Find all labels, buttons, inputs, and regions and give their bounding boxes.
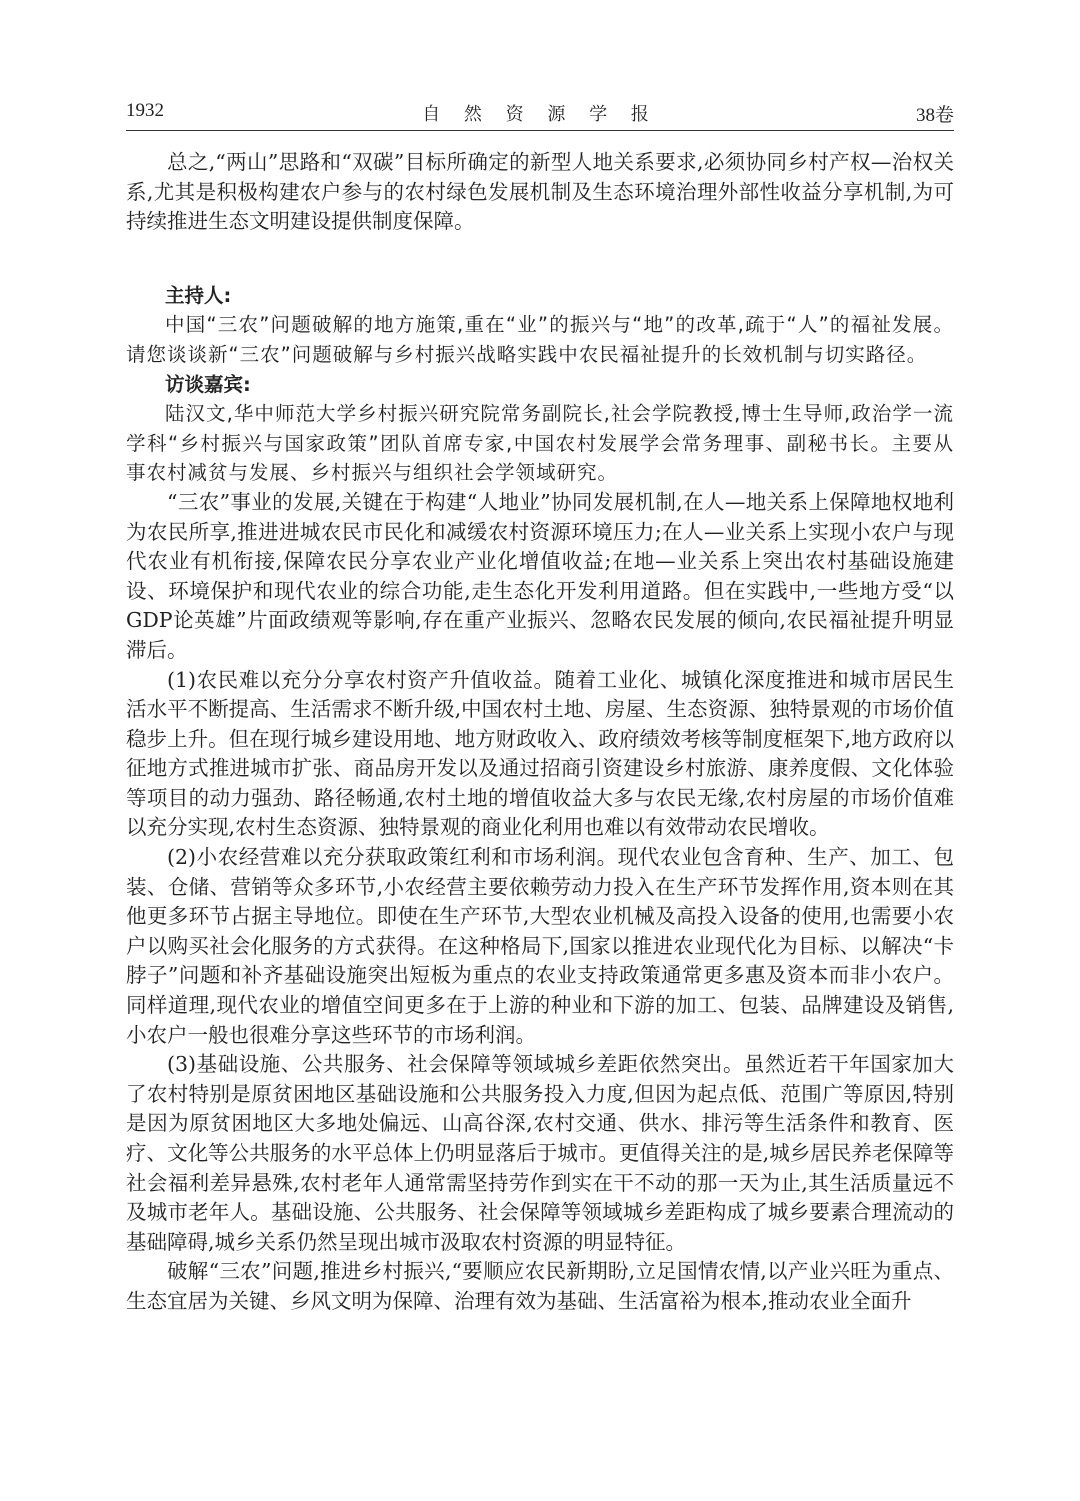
paragraph-5: 破解“三农”问题,推进乡村振兴,“要顺应农民新期盼,立足国情农情,以产业兴旺为重点、生态宜居为关键、乡风文明为保障、治理有效为基础、生活富裕为根本,推动农业全面升 (126, 1259, 954, 1313)
host-label: 主持人: (165, 283, 232, 307)
page-number: 1932 (126, 100, 164, 121)
guest-bio: 陆汉文,华中师范大学乡村振兴研究院常务副院长,社会学院教授,博士生导师,政治学一流学科“乡村振兴与国家政策”团队首席专家,中国农村发展学会常务理事、副秘书长。主要从事农村减贫与发展、乡村振兴与组织社会学领域研究。 (126, 402, 954, 485)
section-gap (126, 237, 954, 281)
paragraph-intro-summary: 总之,“两山”思路和“双碳”目标所确定的新型人地关系要求,必须协同乡村产权—治权关系,尤其是积极构建农户参与的农村绿色发展机制及生态环境治理外部性收益分享机制,为可持续推进生态文明建设提供制度保障。 (126, 150, 954, 234)
article-body (126, 148, 954, 1317)
paragraph-2: (1)农民难以充分分享农村资产升值收益。随着工业化、城镇化深度推进和城市居民生活水平不断提高、生活需求不断升级,中国农村土地、房屋、生态资源、独特景观的市场价值稳步上升。但在现行城乡建设用地、地方财政收入、政府绩效考核等制度框架下,地方政府以征地方式推进城市扩张、商品房开发以及通过招商引资建设乡村旅游、康养度假、文化体验等项目的动力强劲、路径畅通,农村土地的增值收益大多与农民无缘,农村房屋的市场价值难以充分实现,农村生态资源、独特景观的商业化利用也难以有效带动农民增收。 (126, 667, 954, 840)
host-question: 中国“三农”问题破解的地方施策,重在“业”的振兴与“地”的改革,疏于“人”的福祉发展。请您谈谈新“三农”问题破解与乡村振兴战略实践中农民福祉提升的长效机制与切实路径。 (126, 313, 954, 366)
paragraph-3: (2)小农经营难以充分获取政策红利和市场利润。现代农业包含育种、生产、加工、包装、仓储、营销等众多环节,小农经营主要依赖劳动力投入在生产环节发挥作用,资本则在其他更多环节占据主导地位。即使在生产环节,大型农业机械及高投入设备的使用,也需要小农户以购买社会化服务的方式获得。在这种格局下,国家以推进农业现代化为目标、以解决“卡脖子”问题和补齐基础设施突出短板为重点的农业支持政策通常更多惠及资本而非小农户。同样道理,现代农业的增值空间更多在于上游的种业和下游的加工、包装、品牌建设及销售,小农户一般也很难分享这些环节的市场利润。 (126, 845, 954, 1047)
running-header (126, 100, 954, 128)
paragraph-4: (3)基础设施、公共服务、社会保障等领域城乡差距依然突出。虽然近若干年国家加大了农村特别是原贫困地区基础设施和公共服务投入力度,但因为起点低、范围广等原因,特别是因为原贫困地区大多地处偏远、山高谷深,农村交通、供水、排污等生活条件和教育、医疗、文化等公共服务的水平总体上仍明显落后于城市。更值得关注的是,城乡居民养老保障等社会福利差异悬殊,农村老年人通常需坚持劳作到实在干不动的那一天为止,其生活质量远不及城市老年人。基础设施、公共服务、社会保障等领域城乡差距构成了城乡要素合理流动的基础障碍,城乡关系仍然呈现出城市汲取农村资源的明显特征。 (126, 1052, 954, 1254)
guest-label: 访谈嘉宾: (165, 372, 251, 396)
journal-title: 自 然 资 源 学 报 (422, 104, 658, 125)
header-rule (126, 130, 954, 131)
paragraph-1: “三农”事业的发展,关键在于构建“人地业”协同发展机制,在人—地关系上保障地权地利为农民所享,推进进城农民市民化和减缓农村资源环境压力;在人—业关系上实现小农户与现代农业有机衔接,保障农民分享农业产业化增值收益;在地—业关系上突出农村基础设施建设、环境保护和现代农业的综合功能,走生态化开发利用道路。但在实践中,一些地方受“以GDP论英雄”片面政绩观等影响,存在重产业振兴、忽略农民发展的倾向,农民福祉提升明显滞后。 (126, 489, 954, 662)
volume-label: 38卷 (915, 105, 954, 126)
